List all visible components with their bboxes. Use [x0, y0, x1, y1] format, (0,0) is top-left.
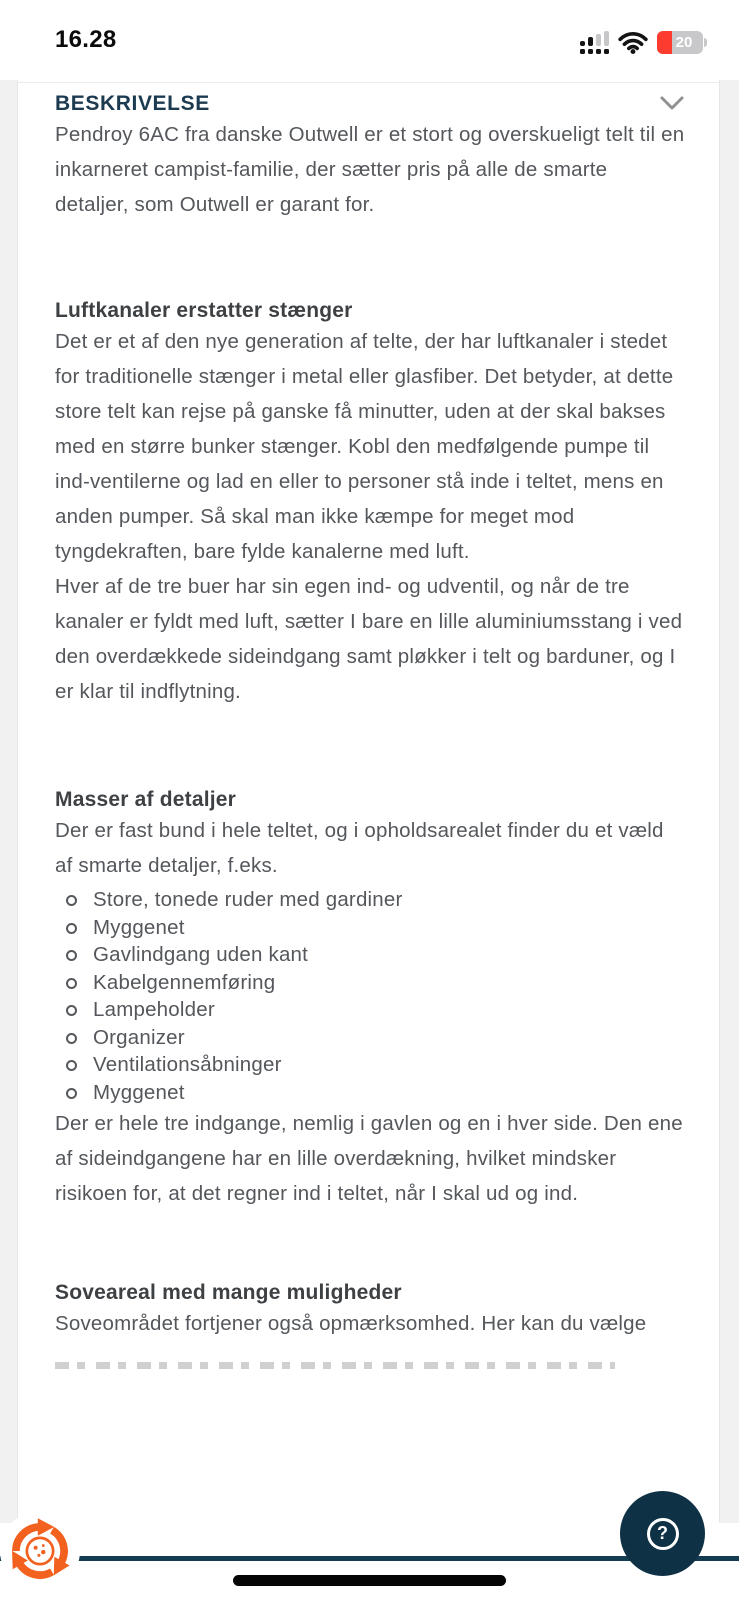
paragraph: Der er hele tre indgange, nemlig i gavlen og en i hver side. Den ene af sideindgangene har en lille overdækning, hvilket mindsker risikoen for, at det regner ind i teltet, når I skal ud og ind. [55, 1112, 683, 1205]
page-background-left [0, 80, 18, 1523]
list-item: Ventilationsåbninger [55, 1051, 685, 1079]
paragraph: Det er et af den nye generation af telte, der har luftkanaler i stedet for traditionelle stænger i metal eller glasfiber. Det betyder, at dette store telt kan rejse på ganske få minutter, uden at der skal bakses med en større bunker stænger. Kobl den medfølgende pumpe til ind-ventilerne og lad en eller to personer stå inde i teltet, mens en anden pumper. Så skal man ikke kæmpe for meget mod tyngdekraften, bare fylde kanalerne med luft. [55, 330, 674, 563]
section-heading: Masser af detaljer [55, 788, 237, 811]
cookie-consent-icon [5, 1516, 75, 1586]
section-heading: Soveareal med mange muligheder [55, 1281, 402, 1304]
battery-percentage: 20 [675, 34, 693, 51]
status-icons [580, 31, 704, 54]
cookie-consent-button[interactable] [5, 1516, 75, 1586]
paragraph: Soveområdet fortjener også opmærksomhed. Her kan du vælge [55, 1312, 647, 1335]
page-background-right [719, 80, 739, 1523]
help-question-mark: ? [657, 1523, 668, 1543]
help-button[interactable] [620, 1491, 705, 1576]
intro-paragraph: Pendroy 6AC fra danske Outwell er et stort og overskueligt telt til en inkarneret campist-familie, der sætter pris på alle de smarte detaljer, som Outwell er garant for. [55, 123, 685, 216]
list-item: Gavlindgang uden kant [55, 941, 685, 969]
battery-icon [657, 31, 703, 54]
section-title: BESKRIVELSE [55, 91, 210, 115]
list-item: Myggenet [55, 914, 685, 942]
paragraph: Hver af de tre buer har sin egen ind- og udventil, og når de tre kanaler er fyldt med luft, sætter I bare en lille aluminiumsstang i ved den overdækkede sideindgang samt pløkker i telt og barduner, og I er klar til indflytning. [55, 575, 683, 703]
list-item: Lampeholder [55, 996, 685, 1024]
clock: 16.28 [55, 26, 117, 53]
home-indicator[interactable] [233, 1575, 506, 1586]
status-bar [0, 0, 739, 80]
list-item: Organizer [55, 1024, 685, 1052]
list-item: Myggenet [55, 1079, 685, 1107]
list-item: Store, tonede ruder med gardiner [55, 886, 685, 914]
list-item: Kabelgennemføring [55, 969, 685, 997]
feature-list [55, 886, 685, 1106]
cellular-signal-icon [580, 32, 610, 54]
section-heading: Luftkanaler erstatter stænger [55, 299, 353, 322]
clipped-text-line [55, 1362, 615, 1369]
help-icon [647, 1518, 679, 1550]
description-section [55, 82, 685, 1369]
chevron-down-icon[interactable] [659, 95, 685, 111]
wifi-icon [618, 32, 648, 54]
accordion-header-beskrivelse[interactable] [55, 89, 685, 117]
paragraph: Der er fast bund i hele teltet, og i opholdsarealet finder du et væld af smarte detaljer, f.eks. [55, 819, 664, 877]
